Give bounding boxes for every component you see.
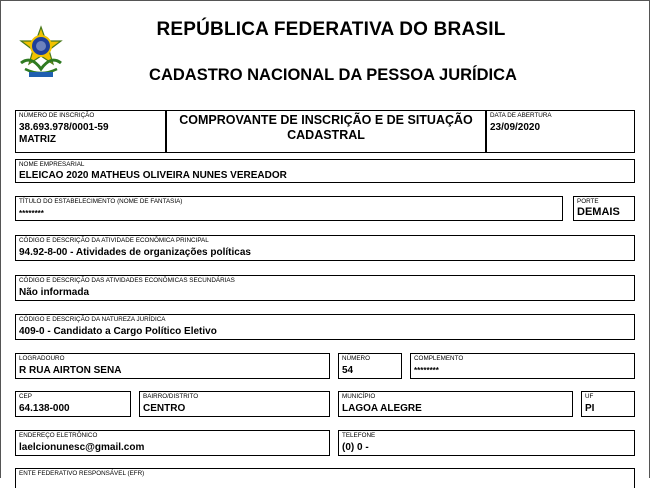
numero-value: 54	[342, 365, 354, 376]
efr-label: ENTE FEDERATIVO RESPONSÁVEL (EFR)	[19, 470, 145, 477]
email-box	[15, 430, 330, 456]
cep-box	[15, 391, 131, 417]
porte-value: DEMAIS	[577, 206, 620, 218]
porte-box	[573, 196, 635, 221]
nome-empresarial-value: ELEICAO 2020 MATHEUS OLIVEIRA NUNES VEREADOR	[19, 170, 287, 181]
atividade-principal-label: CÓDIGO E DESCRIÇÃO DA ATIVIDADE ECONÔMICA PRINCIPAL	[19, 237, 209, 244]
telefone-label: TELEFONE	[342, 432, 376, 439]
inscricao-number: 38.693.978/0001-59	[19, 122, 109, 133]
logradouro-label: LOGRADOURO	[19, 355, 65, 362]
cep-label: CEP	[19, 393, 32, 400]
bairro-box	[139, 391, 330, 417]
comprovante-box	[166, 110, 486, 153]
republic-title: REPÚBLICA FEDERATIVA DO BRASIL	[156, 19, 506, 40]
uf-value: PI	[585, 403, 595, 414]
atividades-secundarias-box	[15, 275, 635, 301]
telefone-box	[338, 430, 635, 456]
logradouro-box	[15, 353, 330, 379]
comprovante-title: COMPROVANTE DE INSCRIÇÃO E DE SITUAÇÃO CADASTRAL	[179, 113, 473, 142]
inscricao-box	[15, 110, 166, 153]
inscricao-label: NÚMERO DE INSCRIÇÃO	[19, 112, 95, 119]
bairro-label: BAIRRO/DISTRITO	[143, 393, 199, 400]
natureza-label: CÓDIGO E DESCRIÇÃO DA NATUREZA JURÍDICA	[19, 316, 166, 323]
cep-value: 64.138-000	[19, 403, 70, 414]
complemento-label: COMPLEMENTO	[414, 355, 464, 362]
telefone-value: (0) 0 -	[342, 442, 369, 453]
inscricao-type: MATRIZ	[19, 134, 57, 145]
fantasia-value: ********	[19, 209, 44, 218]
municipio-label: MUNICÍPIO	[342, 393, 376, 400]
abertura-label: DATA DE ABERTURA	[490, 112, 552, 119]
nome-empresarial-label: NOME EMPRESARIAL	[19, 161, 85, 168]
porte-label: PORTE	[577, 198, 599, 205]
natureza-box	[15, 314, 635, 340]
natureza-value: 409-0 - Candidato a Cargo Político Eletivo	[19, 326, 217, 337]
atividades-secundarias-label: CÓDIGO E DESCRIÇÃO DAS ATIVIDADES ECONÔMICAS SECUNDÁRIAS	[19, 277, 235, 284]
uf-label: UF	[585, 393, 594, 400]
cnpj-title: CADASTRO NACIONAL DA PESSOA JURÍDICA	[149, 66, 517, 84]
logradouro-value: R RUA AIRTON SENA	[19, 365, 122, 376]
fantasia-box	[15, 196, 563, 221]
atividade-principal-box	[15, 235, 635, 261]
bairro-value: CENTRO	[143, 403, 186, 414]
numero-box	[338, 353, 402, 379]
atividade-principal-value: 94.92-8-00 - Atividades de organizações políticas	[19, 247, 251, 258]
atividades-secundarias-value: Não informada	[19, 287, 90, 298]
nome-empresarial-box	[15, 159, 635, 183]
abertura-date: 23/09/2020	[490, 122, 541, 133]
numero-label: NÚMERO	[342, 355, 370, 362]
abertura-box	[486, 110, 635, 153]
municipio-value: LAGOA ALEGRE	[342, 403, 422, 414]
email-label: ENDEREÇO ELETRÔNICO	[19, 432, 98, 439]
fantasia-label: TÍTULO DO ESTABELECIMENTO (NOME DE FANTASIA)	[19, 198, 183, 205]
complemento-box	[410, 353, 635, 379]
email-value: laelcionunesc@gmail.com	[19, 442, 145, 453]
efr-box	[15, 468, 635, 488]
municipio-box	[338, 391, 573, 417]
uf-box	[581, 391, 635, 417]
complemento-value: ********	[414, 366, 439, 375]
